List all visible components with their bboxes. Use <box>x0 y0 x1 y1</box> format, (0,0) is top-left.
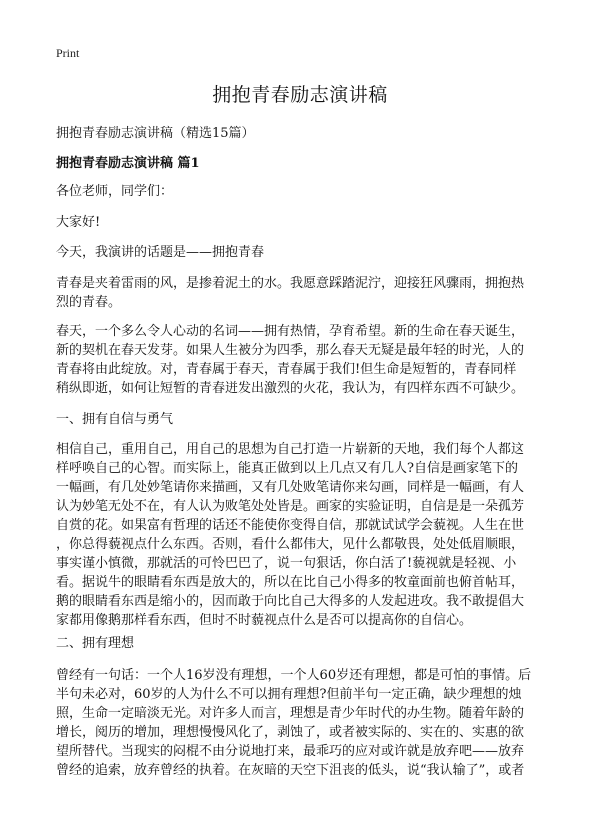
text-line: 烈的青春。 <box>56 295 122 310</box>
text-line: 事实谨小慎微，那就活的可怜巴巴了，说一句狠话，你白活了!藐视就是轻视、小 <box>56 556 517 571</box>
text-line: 青春将由此绽放。对，青春属于春天，青春属于我们!但生命是短暂的，青春同样 <box>56 362 517 377</box>
paragraph-2 <box>56 322 550 398</box>
text-line: 样呼唤自己的心智。而实际上，能真正做到以上几点又有几人?自信是画家笔下的 <box>56 461 518 476</box>
text-line: 望所替代。当现实的闷棍不由分说地打来，最乖巧的应对或许就是放弃吧——放弃 <box>56 744 525 759</box>
text-line: 曾经有一句话：一个人16岁没有理想，一个人60岁还有理想，都是可怕的事情。后 <box>56 668 532 683</box>
text-line: ，你总得藐视点什么东西。否则，看什么都伟大，见什么都敬畏，处处低眉顺眼， <box>56 537 525 552</box>
paragraph-1 <box>56 274 550 312</box>
text-line: 春天，一个多么令人心动的名词——拥有热情，孕育希望。新的生命在春天诞生， <box>56 324 525 339</box>
document-subtitle: 拥抱青春励志演讲稿（精选15篇） <box>56 126 255 141</box>
heading-ideal: 二、拥有理想 <box>56 636 135 651</box>
text-line: 曾经的追索，放弃曾经的执着。在灰暗的天空下沮丧的低头，说“我认输了”，或者 <box>56 763 525 778</box>
text-line: 照，生命一定暗淡无光。对许多人而言，理想是青少年时代的办生物。随着年龄的 <box>56 706 525 721</box>
text-line: 家都用像鹅那样看东西，但时不时藐视点什么是否可以提高你的自信心。 <box>56 613 473 628</box>
topic-paragraph: 今天，我演讲的话题是——拥抱青春 <box>56 245 265 260</box>
text-line: 稍纵即逝，如何让短暂的青春迸发出激烈的火花，我认为，有四样东西不可缺少。 <box>56 381 525 396</box>
text-line: 鹅的眼睛看东西是缩小的，因而敢于向比自己大得多的人发起进攻。我不敢提倡大 <box>56 594 525 609</box>
text-line: 半句未必对，60岁的人为什么不可以拥有理想?但前半句一定正确，缺少理想的烛 <box>56 687 522 702</box>
text-line: 认为妙笔无处不在，有人认为败笔处处皆是。画家的实验证明，自信是是一朵孤芳 <box>56 499 525 514</box>
paragraph-3 <box>56 440 550 630</box>
greeting-paragraph: 各位老师，同学们： <box>56 184 174 199</box>
page-title: 拥抱青春励志演讲稿 <box>212 84 388 106</box>
text-line: 一幅画，有几处妙笔请你来描画，又有几处败笔请你来勾画，同样是一幅画，有人 <box>56 480 525 495</box>
text-line: 增长，阅历的增加，理想慢慢风化了，剥蚀了，或者被实际的、实在的、实惠的欲 <box>56 725 525 740</box>
text-line: 相信自己，重用自己，用自己的思想为自己打造一片崭新的天地，我们每个人都这 <box>56 442 525 457</box>
hello-paragraph: 大家好! <box>56 215 101 230</box>
heading-confidence: 一、拥有自信与勇气 <box>56 412 174 427</box>
section-heading: 拥抱青春励志演讲稿 篇1 <box>56 156 200 171</box>
text-line: 自赏的花。如果富有哲理的话还不能使你变得自信，那就试试学会藐视。人生在世 <box>56 518 525 533</box>
paragraph-4 <box>56 666 550 780</box>
text-line: 看。据说牛的眼睛看东西是放大的，所以在比自己小得多的牧童面前也俯首帖耳， <box>56 575 525 590</box>
text-line: 新的契机在春天发芽。如果人生被分为四季，那么春天无疑是最年轻的时光，人的 <box>56 343 525 358</box>
print-link[interactable]: Print <box>56 46 80 60</box>
text-line: 青春是夹着雷雨的风，是掺着泥土的水。我愿意踩踏泥泞，迎接狂风骤雨，拥抱热 <box>56 276 525 291</box>
